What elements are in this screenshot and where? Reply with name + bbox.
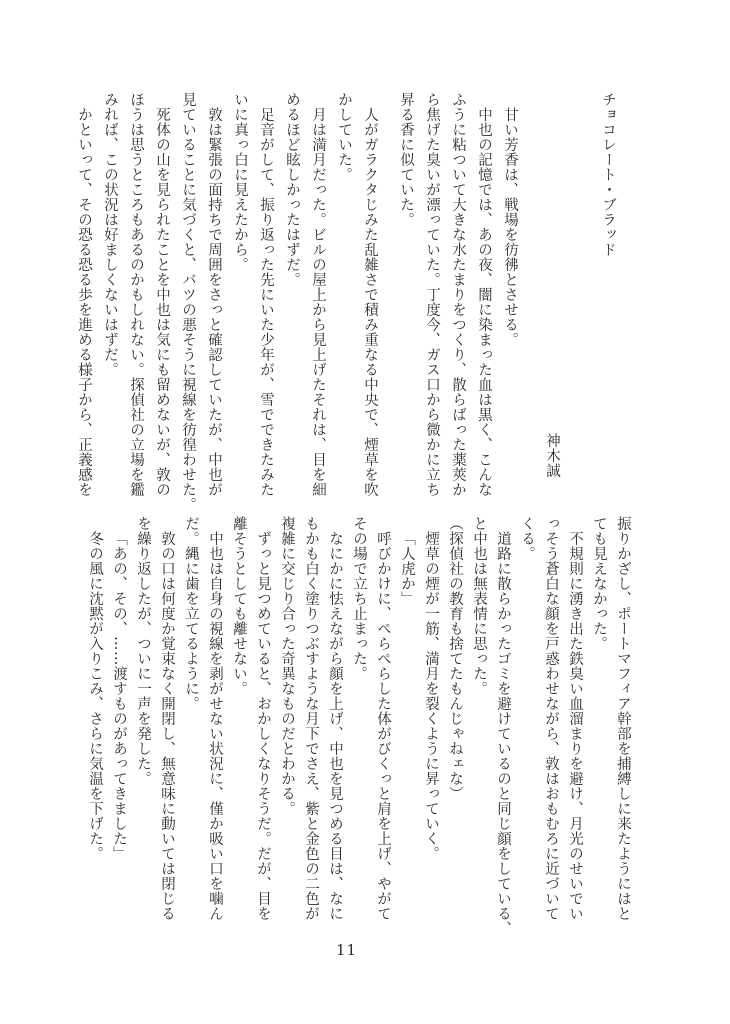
text-line: 不規則に湧き出た鉄臭い血溜まりを避け、月光のせいでい xyxy=(567,530,583,921)
text-line: 中也は自身の視線を剥がせない状況に、僅か吸い口を噛ん xyxy=(207,530,223,921)
text-line: 見ていることに気づくと、バツの悪そうに視線を彷徨わせた。 xyxy=(180,92,196,512)
text-line: 冬の風に沈黙が入りこみ、さらに気温を下げた。 xyxy=(87,530,103,861)
story-title: チョコレート・ブラッド xyxy=(600,92,616,257)
text-line: 煙草の煙が一筋、満月を裂くように昇っていく。 xyxy=(423,530,439,861)
text-line: 中也の記憶では、あの夜、闇に染まった血は黒く、こんな xyxy=(476,106,492,497)
text-line: 死体の山を見られたことを中也は気にも留めないが、敦の xyxy=(154,106,170,497)
text-line: 呼びかけに、ぺらぺらした体がびくっと肩を上げ、やがて xyxy=(375,530,391,921)
story-author: 神木誠 xyxy=(544,433,560,478)
text-line: その場で立ち止まった。 xyxy=(351,516,367,681)
text-line: 振りかざし、ポートマフィア幹部を捕縛しに来たようにはと xyxy=(615,516,631,921)
text-line: みれば、この状況は好ましくないはずだ。 xyxy=(102,92,118,377)
text-line: 人がガラクタじみた乱雑さで積み重なる中央で、煙草を吹 xyxy=(362,106,378,497)
text-line: くる。 xyxy=(519,516,535,561)
text-line: 敦は緊張の面持ちで周囲をさっと確認していたが、中也が xyxy=(206,106,222,497)
text-line: を繰り返したが、ついに一声を発した。 xyxy=(135,516,151,786)
text-line: 「人虎か」 xyxy=(399,530,415,606)
page-number: 11 xyxy=(336,941,358,959)
text-line: だ。縄に歯を立てるように。 xyxy=(183,516,199,711)
text-line: ら焦げた臭いが漂っていた。丁度今、ガス口から微かに立ち xyxy=(424,92,440,497)
text-line: いに真っ白に見えたから。 xyxy=(232,92,248,272)
text-line: もかも白く塗りつぶすような月下でさえ、紫と金色の二色が xyxy=(303,516,319,921)
text-line: 「あの、その、……渡すものがあってきました」 xyxy=(111,530,127,861)
text-line: 敦の口は何度か覚束なく開閉し、無意味に動いては閉じる xyxy=(159,530,175,921)
text-line: かしていた。 xyxy=(336,92,352,182)
text-line: ても見えなかった。 xyxy=(591,516,607,651)
text-line: なにかに怯えながら顔を上げ、中也を見つめる目は、なに xyxy=(327,530,343,921)
top-text-band xyxy=(71,92,621,512)
text-line: 道路に散らかったゴミを避けているのと同じ顔をしている、 xyxy=(495,530,511,936)
text-line: めるほど眩しかったはずだ。 xyxy=(284,92,300,287)
text-line: 甘い芳香は、戦場を彷彿とさせる。 xyxy=(502,106,518,347)
text-line: 複雑に交じり合った奇異なものだとわかる。 xyxy=(279,516,295,816)
text-line: かといって、その恐る恐る歩を進める様子から、正義感を xyxy=(76,106,92,497)
text-line: ふうに粘ついて大きな水たまりをつくり、散らばった薬莢か xyxy=(450,92,466,497)
text-line: 月は満月だった。ビルの屋上から見上げたそれは、目を細 xyxy=(310,106,326,497)
text-line: 足音がして、振り返った先にいた少年が、雪でできたみた xyxy=(258,106,274,497)
text-line: ほうは思うところもあるのかもしれない。探偵社の立場を鑑 xyxy=(128,92,144,497)
text-line: ずっと見つめていると、おかしくなりそうだ。だが、目を xyxy=(255,530,271,921)
text-line: っそう蒼白な顔を戸惑わせながら、敦はおもむろに近づいて xyxy=(543,516,559,921)
text-line: と中也は無表情に思った。 xyxy=(471,516,487,696)
text-line: 離そうとしても離せない。 xyxy=(231,516,247,696)
text-line: （探偵社の教育も捨てたもんじゃねェな） xyxy=(447,516,463,801)
bottom-text-band xyxy=(83,516,635,936)
text-line: 昇る香に似ていた。 xyxy=(398,92,414,227)
